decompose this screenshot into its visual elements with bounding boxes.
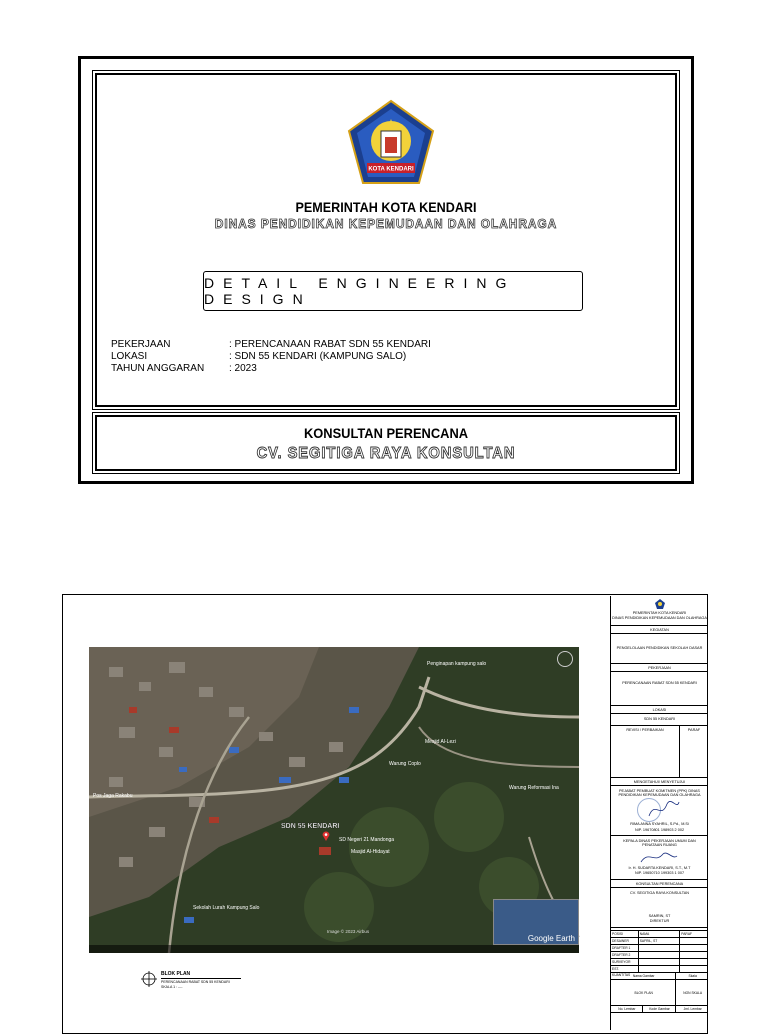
tb-konsultan-label-row (611, 880, 708, 888)
tb-konsultan-name: CV. SEGITIGA RAYA KONSULTAN (629, 891, 690, 895)
grid-cell: Nama Gambar (611, 973, 676, 979)
tb-personnel-grid (611, 930, 708, 1013)
info-row (111, 351, 431, 363)
signature-icon (647, 796, 681, 822)
project-location-label: SDN 55 KENDARI (281, 823, 340, 830)
grid-cell: DRAFTER 1 (611, 945, 639, 951)
grid-cell: DESAINER (611, 938, 639, 944)
tb-agency: DINAS PENDIDIKAN KEPEMUDAAN DAN OLAHRAGA (612, 616, 707, 620)
tb-konsultan-label: KONSULTAN PERENCANA (635, 882, 684, 886)
tb-kepala-row (611, 836, 708, 880)
grid-cell: SAFRIL, ST (639, 938, 681, 944)
grid-cell (680, 952, 708, 958)
map-label: Warung Reformasi Ina (509, 785, 559, 791)
tb-direktur-title: DIREKTUR (649, 919, 670, 923)
grid-cell (680, 959, 708, 965)
kendari-emblem-icon (345, 97, 437, 189)
blok-plan-title: BLOK PLAN (161, 971, 191, 977)
tb-pekerjaan-value: PERENCANAAN RABAT SDN 55 KENDARI (622, 681, 697, 685)
map-label: Warung Coplo (389, 761, 421, 767)
grid-cell (680, 966, 708, 972)
grid-cell: EST. KUANTITAS (611, 966, 639, 972)
map-label: Penginapan kampung salo (427, 661, 487, 667)
cover-title-panel (95, 73, 677, 407)
tb-header (611, 596, 708, 626)
info-key: TAHUN ANGGARAN (111, 363, 205, 374)
section-marker-icon (141, 971, 157, 987)
caption-underline (161, 978, 241, 979)
grid-cell: Kode Gambar (643, 1006, 677, 1012)
tb-revisi-row (611, 726, 708, 778)
grid-cell: Jml. Lembar (683, 1007, 702, 1011)
emblem-text: KOTA KENDARI (368, 166, 414, 173)
grid-row (611, 1006, 708, 1013)
map-label: SD Negeri 21 Mandonga (339, 837, 395, 843)
tb-ppk-nip: NIP. 19670801 198903 2 002 (634, 828, 685, 832)
info-key: PEKERJAAN (111, 339, 171, 350)
info-row (111, 363, 431, 375)
grid-cell: Skala (688, 974, 697, 978)
tb-kepala-nip: NIP. 19650710 199303 1 007 (634, 871, 685, 875)
grid-row (611, 952, 708, 959)
document-title: DETAIL ENGINEERING DESIGN (204, 275, 516, 307)
grid-row (611, 980, 708, 1006)
info-key: LOKASI (111, 351, 148, 362)
grid-header-cell: NAMA (639, 931, 681, 937)
grid-cell (639, 959, 681, 965)
map-label: Pos Jaga Rakabu (93, 793, 133, 799)
consultant-label: KONSULTAN PERENCANA (303, 425, 469, 441)
grid-cell: No. Lembar (611, 1006, 643, 1012)
info-value: : SDN 55 KENDARI (KAMPUNG SALO) (229, 351, 407, 362)
agency-title: DINAS PENDIDIKAN KEPEMUDAAN DAN OLAHRAGA (214, 216, 558, 231)
tb-divider (679, 726, 680, 778)
tb-paraf-label: PARAF (687, 728, 701, 732)
grid-header-row (611, 931, 708, 938)
grid-cell: DRAFTER 2 (611, 952, 639, 958)
tb-ppk-name: RIMA ANNA SYAHRIL, S.Pd., M.Si (630, 822, 689, 826)
grid-cell: NON SKALA (683, 991, 703, 995)
blok-plan-scale: SKALA 1 : ---- (161, 985, 183, 989)
tb-kepala-name: Ir. H. SUDARTA KENDARI, S.T., M.T (628, 866, 691, 870)
tb-lokasi-label: LOKASI (652, 708, 667, 712)
grid-row (611, 938, 708, 945)
government-title: PEMERINTAH KOTA KENDARI (295, 199, 477, 215)
title-block (610, 596, 708, 1030)
tb-kegiatan-value: PENGELOLAAN PENDIDIKAN SEKOLAH DASAR (616, 646, 703, 650)
tb-kepala-title: KEPALA DINAS PEKERJAAN UMUM DAN PENATAAN RUANG (623, 839, 696, 847)
grid-header-cell: POSISI (611, 931, 639, 937)
kendari-emblem-icon (655, 599, 665, 609)
tb-lokasi-value-row (611, 714, 708, 726)
grid-row (611, 959, 708, 966)
tb-direktur-name: SAMRIN, ST (648, 914, 671, 918)
satellite-map (89, 647, 579, 953)
grid-cell (639, 966, 681, 972)
location-pin-icon (322, 831, 330, 841)
grid-cell: SURVEYOR (611, 959, 639, 965)
signature-icon (639, 848, 679, 866)
document-title-box (203, 271, 583, 311)
grid-cell (639, 945, 681, 951)
grid-cell: BLOK PLAN (611, 980, 676, 1005)
info-value: : PERENCANAAN RABAT SDN 55 KENDARI (229, 339, 431, 350)
consultant-name: CV. SEGITIGA RAYA KONSULTAN (256, 445, 516, 462)
tb-konsultan-row (611, 888, 708, 928)
grid-cell (680, 938, 708, 944)
grid-header-cell: PARAF (681, 932, 693, 936)
tb-government: PEMERINTAH KOTA KENDARI (632, 611, 687, 615)
grid-cell (680, 945, 708, 951)
map-label: Masjid Al-Hidayat (351, 849, 390, 855)
tb-lokasi-value: SDN 55 KENDARI (643, 717, 676, 721)
tb-revisi-label: REVISI / PERBAIKAN (626, 728, 664, 732)
tb-pekerjaan-label-row (611, 664, 708, 672)
grid-row (611, 945, 708, 952)
tb-pekerjaan-value-row (611, 672, 708, 706)
map-label: Mesjid Al-Lezi (425, 739, 456, 745)
project-info (111, 339, 431, 375)
tb-kegiatan-value-row (611, 634, 708, 664)
image-credit: Image © 2023 Airbus (327, 929, 370, 934)
cover-sheet (78, 56, 694, 484)
consultant-panel (95, 415, 677, 471)
grid-cell (639, 952, 681, 958)
tb-ppk-title: PEJABAT PEMBUAT KOMITMEN (PPK) DINAS PENDIDIKAN KEPEMUDAAN DAN OLAHRAGA (618, 789, 701, 797)
tb-mengetahui-row (611, 778, 708, 786)
tb-kegiatan-label-row (611, 626, 708, 634)
blok-plan-subtitle: PERENCANAAN RABAT SDN 55 KENDARI (161, 980, 230, 984)
info-row (111, 339, 431, 351)
tb-lokasi-label-row (611, 706, 708, 714)
info-value: : 2023 (229, 363, 257, 374)
tb-mengetahui: MENGETAHUI/ MENYETUJUI (633, 780, 686, 784)
tb-kegiatan-label: KEGIATAN (650, 628, 669, 632)
tb-ppk-row (611, 786, 708, 836)
google-earth-logo: Google Earth (527, 934, 575, 943)
grid-row (611, 973, 708, 980)
map-label: Sekolah Lurah Kampung Salo (193, 905, 260, 911)
map-status-bar (89, 945, 579, 953)
compass-icon[interactable] (557, 651, 573, 667)
tb-pekerjaan-label: PEKERJAAN (648, 666, 671, 670)
